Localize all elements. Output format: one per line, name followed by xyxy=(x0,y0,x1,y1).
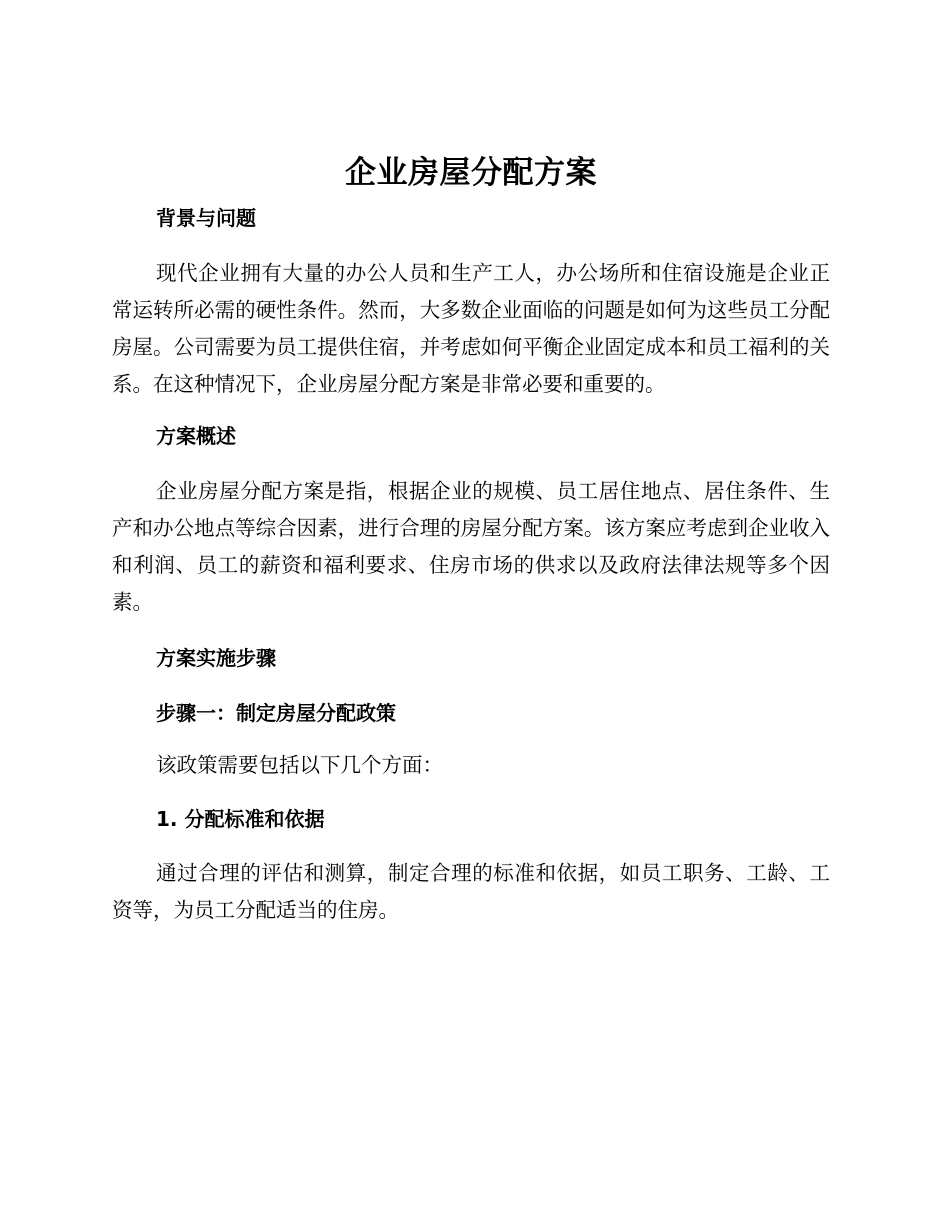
item-one-paragraph: 通过合理的评估和测算，制定合理的标准和依据，如员工职务、工龄、工资等，为员工分配适当的住房。 xyxy=(112,861,830,922)
paragraph-background: 现代企业拥有大量的办公人员和生产工人，办公场所和住宿设施是企业正常运转所必需的硬性条件。然而，大多数企业面临的问题是如何为这些员工分配房屋。公司需要为员工提供住宿，并考虑如何平衡企业固定成本和员工福利的关系。在这种情况下，企业房屋分配方案是非常必要和重要的。 xyxy=(112,261,830,396)
document-title: 企业房屋分配方案 xyxy=(345,155,597,191)
document-page xyxy=(112,148,830,929)
step-one-heading: 步骤一：制定房屋分配政策 xyxy=(156,701,396,725)
step-one-intro: 该政策需要包括以下几个方面： xyxy=(156,753,443,777)
item-one-heading: 1. 分配标准和依据 xyxy=(156,807,325,831)
section-heading-implementation-steps: 方案实施步骤 xyxy=(156,646,276,670)
section-heading-background: 背景与问题 xyxy=(156,206,256,230)
paragraph-overview: 企业房屋分配方案是指，根据企业的规模、员工居住地点、居住条件、生产和办公地点等综合因素，进行合理的房屋分配方案。该方案应考虑到企业收入和利润、员工的薪资和福利要求、住房市场的供求以及政府法律法规等多个因素。 xyxy=(112,479,830,614)
section-heading-overview: 方案概述 xyxy=(156,424,236,448)
